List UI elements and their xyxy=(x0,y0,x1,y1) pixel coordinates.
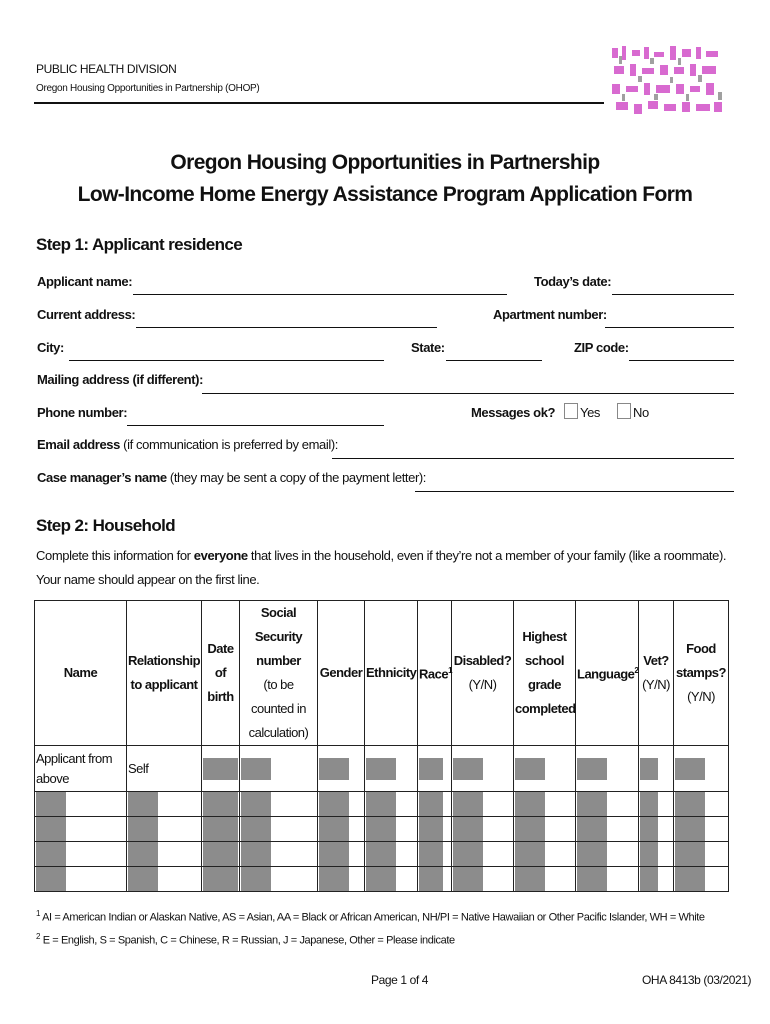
col-food-stamps xyxy=(674,601,729,746)
email-field[interactable] xyxy=(332,458,734,459)
table-row xyxy=(35,792,729,817)
disabled-input[interactable] xyxy=(452,867,514,892)
gender-input[interactable] xyxy=(318,746,365,792)
race-input[interactable] xyxy=(418,792,452,817)
email-label xyxy=(37,437,338,452)
case-manager-label-bold: Case manager’s name xyxy=(37,470,167,485)
step1-heading: Step 1: Applicant residence xyxy=(36,235,243,254)
program-name: Oregon Housing Opportunities in Partnership (OHOP) xyxy=(36,83,260,94)
name-input[interactable] xyxy=(35,792,127,817)
messages-yes-checkbox[interactable] xyxy=(564,403,578,419)
header-rule xyxy=(34,102,604,104)
ethnicity-input[interactable] xyxy=(365,792,418,817)
footnote-race-text: AI = American Indian or Alaskan Native, AS = Asian, AA = Black or African American, NH/PI = Native Hawaiian or Other Pacific Islander, WH = White xyxy=(40,911,705,924)
school-input[interactable] xyxy=(514,792,576,817)
race-input[interactable] xyxy=(418,842,452,867)
ethnicity-input[interactable] xyxy=(365,842,418,867)
dob-input[interactable] xyxy=(202,842,240,867)
col-relationship: Relationship to applicant xyxy=(127,601,202,746)
step2-heading: Step 2: Household xyxy=(36,516,176,535)
col-vet-yn: (Y/N) xyxy=(642,677,670,692)
footnote-language-sup: 2 xyxy=(36,932,41,941)
messages-ok-label: Messages ok? xyxy=(471,405,556,420)
state-field[interactable] xyxy=(446,360,542,361)
language-input[interactable] xyxy=(576,792,639,817)
apartment-number-label: Apartment number: xyxy=(493,307,607,322)
gender-input[interactable] xyxy=(318,867,365,892)
school-input[interactable] xyxy=(514,817,576,842)
table-row xyxy=(35,842,729,867)
relationship-cell: Self xyxy=(127,746,202,792)
race-input[interactable] xyxy=(418,746,452,792)
language-input[interactable] xyxy=(576,817,639,842)
school-input[interactable] xyxy=(514,842,576,867)
form-id: OHA 8413b (03/2021) xyxy=(642,973,752,987)
col-ssn-title: Social Security number xyxy=(254,605,303,668)
city-label: City: xyxy=(37,340,64,355)
gender-input[interactable] xyxy=(318,792,365,817)
zip-field[interactable] xyxy=(629,360,734,361)
table-row xyxy=(35,817,729,842)
ssn-input[interactable] xyxy=(240,792,318,817)
messages-no-checkbox[interactable] xyxy=(617,403,631,419)
vet-input[interactable] xyxy=(639,867,674,892)
language-input[interactable] xyxy=(576,746,639,792)
col-name: Name xyxy=(35,601,127,746)
email-label-bold: Email address xyxy=(37,437,120,452)
name-input[interactable] xyxy=(35,867,127,892)
applicant-name-field[interactable] xyxy=(133,294,507,295)
relationship-input[interactable] xyxy=(127,817,202,842)
col-language-sup: 2 xyxy=(634,666,639,676)
todays-date-field[interactable] xyxy=(612,294,734,295)
col-race xyxy=(418,601,452,746)
school-input[interactable] xyxy=(514,867,576,892)
language-input[interactable] xyxy=(576,842,639,867)
col-vet-title: Vet? xyxy=(643,653,669,668)
mailing-address-field[interactable] xyxy=(202,393,734,394)
dob-input[interactable] xyxy=(202,817,240,842)
ssn-input[interactable] xyxy=(240,746,318,792)
table-row xyxy=(35,746,729,792)
footnote-race xyxy=(36,909,705,924)
form-title-line1: Oregon Housing Opportunities in Partnership xyxy=(170,151,600,174)
race-input[interactable] xyxy=(418,867,452,892)
phone-field[interactable] xyxy=(127,425,384,426)
phone-label: Phone number: xyxy=(37,405,128,420)
col-disabled xyxy=(452,601,514,746)
food-input[interactable] xyxy=(674,867,729,892)
race-input[interactable] xyxy=(418,817,452,842)
relationship-input[interactable] xyxy=(127,867,202,892)
step2-intro-everyone: everyone xyxy=(193,548,248,563)
messages-no-label: No xyxy=(633,405,649,420)
case-manager-label xyxy=(37,470,426,485)
col-food-title: Food stamps? xyxy=(676,641,726,680)
step2-intro-c: that lives in the household, even if they’re not a member of your family (like a roommate). xyxy=(247,548,727,563)
food-input[interactable] xyxy=(674,746,729,792)
gender-input[interactable] xyxy=(318,842,365,867)
vet-input[interactable] xyxy=(639,817,674,842)
col-school: Highest school grade completed xyxy=(514,601,576,746)
col-race-sup: 1 xyxy=(448,666,453,676)
state-label: State: xyxy=(411,340,445,355)
dob-input[interactable] xyxy=(202,867,240,892)
email-label-note: (if communication is preferred by email): xyxy=(119,437,338,452)
form-title-line2: Low-Income Home Energy Assistance Program Application Form xyxy=(77,183,693,206)
language-input[interactable] xyxy=(576,867,639,892)
messages-yes-label: Yes xyxy=(580,405,601,420)
food-input[interactable] xyxy=(674,817,729,842)
col-ssn xyxy=(240,601,318,746)
school-input[interactable] xyxy=(514,746,576,792)
col-language xyxy=(576,601,639,746)
col-vet xyxy=(639,601,674,746)
relationship-input[interactable] xyxy=(127,842,202,867)
ssn-input[interactable] xyxy=(240,867,318,892)
col-disabled-title: Disabled? xyxy=(453,653,512,668)
table-row xyxy=(35,867,729,892)
footnote-language xyxy=(36,932,455,947)
food-input[interactable] xyxy=(674,792,729,817)
page-number: Page 1 of 4 xyxy=(371,973,428,987)
case-manager-field[interactable] xyxy=(415,491,734,492)
disabled-input[interactable] xyxy=(452,746,514,792)
relationship-input[interactable] xyxy=(127,792,202,817)
step2-intro-a: Complete this information for xyxy=(36,548,194,563)
dob-input[interactable] xyxy=(202,792,240,817)
zip-label: ZIP code: xyxy=(574,340,629,355)
division-name: PUBLIC HEALTH DIVISION xyxy=(36,62,177,76)
applicant-name-cell: Applicant from above xyxy=(35,746,127,792)
col-ethnicity: Ethnicity xyxy=(365,601,418,746)
gender-input[interactable] xyxy=(318,817,365,842)
col-dob: Date of birth xyxy=(202,601,240,746)
col-disabled-yn: (Y/N) xyxy=(468,677,497,692)
vet-input[interactable] xyxy=(639,746,674,792)
ethnicity-input[interactable] xyxy=(365,746,418,792)
current-address-field[interactable] xyxy=(136,327,437,328)
disabled-input[interactable] xyxy=(452,842,514,867)
applicant-name-label: Applicant name: xyxy=(37,274,133,289)
todays-date-label: Today’s date: xyxy=(534,274,612,289)
vet-input[interactable] xyxy=(639,842,674,867)
household-table xyxy=(34,600,729,892)
col-gender: Gender xyxy=(318,601,365,746)
step2-intro-line1 xyxy=(36,548,726,563)
ethnicity-input[interactable] xyxy=(365,867,418,892)
footnote-race-sup: 1 xyxy=(36,909,41,918)
col-language-title: Language xyxy=(577,666,635,682)
food-input[interactable] xyxy=(674,842,729,867)
ethnicity-input[interactable] xyxy=(365,817,418,842)
table-header-row xyxy=(35,601,729,746)
case-manager-label-note: (they may be sent a copy of the payment letter): xyxy=(166,470,427,485)
vet-input[interactable] xyxy=(639,792,674,817)
footnote-language-text: E = English, S = Spanish, C = Chinese, R = Russian, J = Japanese, Other = Please indicate xyxy=(40,934,455,947)
col-race-title: Race xyxy=(419,666,449,682)
name-input[interactable] xyxy=(35,817,127,842)
mailing-address-label: Mailing address (if different): xyxy=(37,372,204,387)
city-field[interactable] xyxy=(69,360,384,361)
agency-logo xyxy=(610,44,728,120)
col-food-yn: (Y/N) xyxy=(687,689,715,704)
col-ssn-note: (to be counted in calculation) xyxy=(248,677,309,740)
current-address-label: Current address: xyxy=(37,307,136,322)
disabled-input[interactable] xyxy=(452,792,514,817)
ssn-input[interactable] xyxy=(240,842,318,867)
disabled-input[interactable] xyxy=(452,817,514,842)
name-input[interactable] xyxy=(35,842,127,867)
dob-input[interactable] xyxy=(202,746,240,792)
apartment-number-field[interactable] xyxy=(605,327,734,328)
step2-intro-line2: Your name should appear on the first line. xyxy=(36,572,260,587)
ssn-input[interactable] xyxy=(240,817,318,842)
